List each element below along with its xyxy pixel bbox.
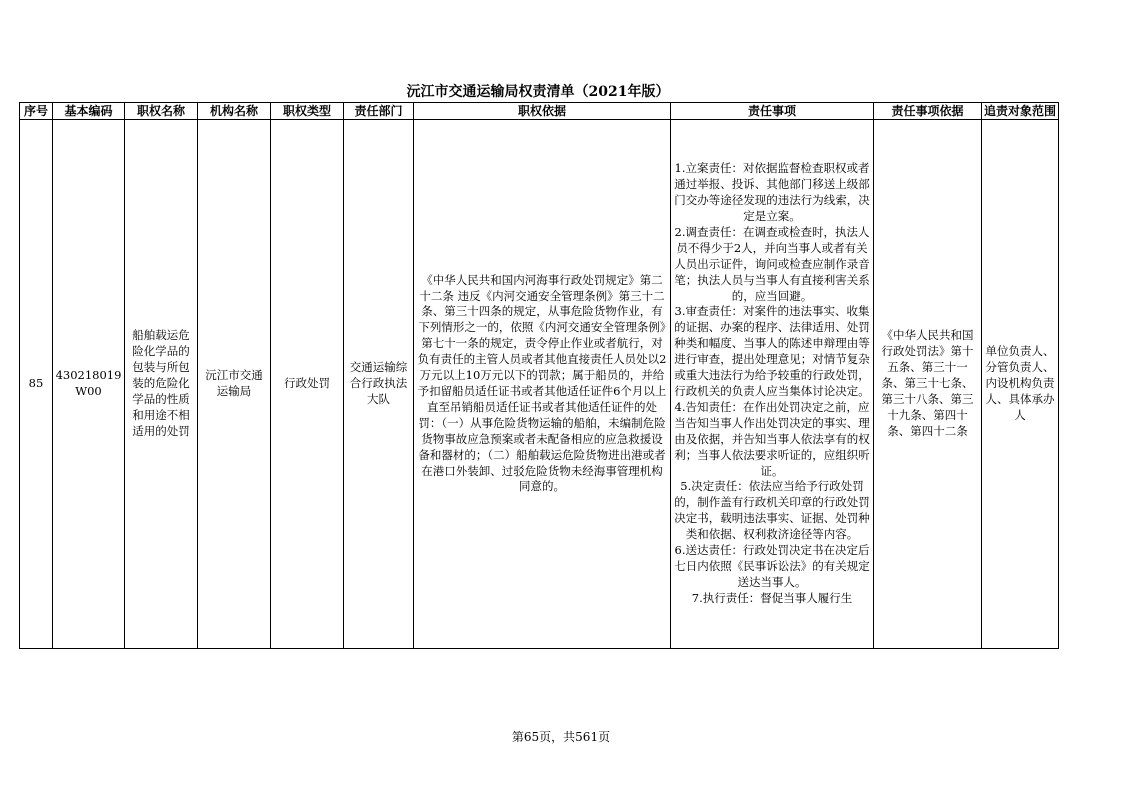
cell-accountability: 单位负责人、分管负责人、内设机构负责人、具体承办人	[982, 120, 1059, 649]
header-dept: 责任部门	[344, 103, 414, 120]
header-duties: 责任事项	[671, 103, 874, 120]
header-seq: 序号	[20, 103, 53, 120]
cell-duties	[671, 120, 874, 649]
header-org-name: 机构名称	[198, 103, 271, 120]
duty-item-delivery: 6.送达责任：行政处罚决定书在决定后七日内依照《民事诉讼法》的有关规定送达当事人。	[674, 543, 870, 589]
cell-org-name: 沅江市交通运输局	[198, 120, 271, 649]
header-power-name: 职权名称	[125, 103, 198, 120]
header-duty-basis: 责任事项依据	[874, 103, 982, 120]
power-duty-table	[19, 102, 1059, 649]
cell-power-type: 行政处罚	[271, 120, 344, 649]
header-power-type: 职权类型	[271, 103, 344, 120]
cell-duty-basis: 《中华人民共和国行政处罚法》第十五条、第三十一条、第三十七条、第三十八条、第三十九条、第四十条、第四十二条	[874, 120, 982, 649]
duty-item-notification: 4.告知责任：在作出处罚决定之前，应当告知当事人作出处罚决定的事实、理由及依据，并告知当事人依法享有的权利；当事人依法要求听证的，应组织听证。	[674, 399, 870, 478]
duty-item-filing: 1.立案责任：对依据监督检查职权或者通过举报、投诉、其他部门移送上级部门交办等途径发现的违法行为线索，决定是立案。	[674, 161, 870, 224]
cell-power-name: 船舶载运危险化学品的包装与所包装的危险化学品的性质和用途不相适用的处罚	[125, 120, 198, 649]
duty-item-decision: 5.决定责任：依法应当给予行政处罚的，制作盖有行政机关印章的行政处罚决定书，载明违法事实、证据、处罚种类和依据、权利救济途径等内容。	[674, 479, 870, 542]
header-basis: 职权依据	[414, 103, 671, 120]
cell-dept: 交通运输综合行政执法大队	[344, 120, 414, 649]
duty-item-execution: 7.执行责任：督促当事人履行生	[691, 590, 853, 605]
page-number: 第65页，共561页	[511, 730, 611, 744]
duty-item-investigation: 2.调查责任：在调查或检查时，执法人员不得少于2人，并向当事人或者有关人员出示证件，询问或检查应制作录音笔；执法人员与当事人有直接利害关系的，应当回避。	[674, 224, 870, 303]
table-row	[20, 120, 1059, 649]
table-header-row	[20, 103, 1059, 120]
cell-basis: 《中华人民共和国内河海事行政处罚规定》第二十二条 违反《内河交通安全管理条例》第三十二条、第三十四条的规定，从事危险货物作业，有下列情形之一的，依照《内河交通安全管理条例》第七十一条的规定，责令停止作业或者航行，对负有责任的主管人员或者其他直接责任人员处以2万元以上10万元以下的罚款；属于船员的，并给予扣留船员适任证书或者其他适任证件6个月以上直至吊销船员适任证书或者其他适任证件的处罚：（一）从事危险货物运输的船舶，未编制危险货物事故应急预案或者未配备相应的应急救援设备和器材的；（二）船舶载运危险货物进出港或者在港口外装卸、过驳危险货物未经海事管理机构同意的。	[414, 120, 671, 649]
header-code: 基本编码	[53, 103, 125, 120]
header-accountability: 追责对象范围	[982, 103, 1059, 120]
document-title: 沅江市交通运输局权责清单（2021年版）	[406, 84, 670, 100]
duty-item-review: 3.审查责任：对案件的违法事实、收集的证据、办案的程序、法律适用、处罚种类和幅度、当事人的陈述申辩理由等进行审查，提出处理意见；对情节复杂或重大违法行为给予较重的行政处罚，行政机关的负责人应当集体讨论决定。	[674, 304, 870, 398]
cell-code: 430218019W00	[53, 120, 125, 649]
cell-seq: 85	[20, 120, 53, 649]
